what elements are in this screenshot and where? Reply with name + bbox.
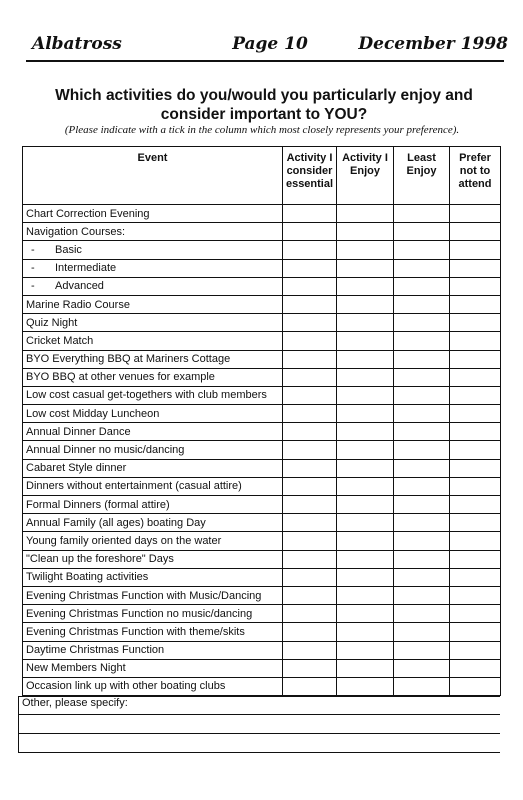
event-label: BYO BBQ at other venues for example [26,371,215,384]
survey-title-line-1: Which activities do you/would you particularly enjoy and [55,87,473,104]
event-cell [23,386,283,404]
tick-cell-prefer-not[interactable] [450,368,501,386]
tick-cell-prefer-not[interactable] [450,350,501,368]
tick-cell-enjoy[interactable] [337,314,394,332]
tick-cell-least-enjoy[interactable] [394,205,450,223]
tick-cell-prefer-not[interactable] [450,550,501,568]
table-row [23,441,501,459]
event-cell [23,295,283,313]
table-row [23,641,501,659]
table-row [23,568,501,586]
column-header-prefer-not: Prefer not to attend [450,147,501,205]
tick-cell-essential[interactable] [283,277,337,295]
tick-cell-prefer-not[interactable] [450,223,501,241]
tick-cell-essential[interactable] [283,677,337,695]
other-write-line[interactable] [18,752,500,753]
event-label: Evening Christmas Function with theme/skits [26,625,245,638]
event-label: Formal Dinners (formal attire) [26,498,170,511]
event-label: Basic [55,243,82,256]
event-label: Advanced [55,280,104,293]
tick-cell-prefer-not[interactable] [450,295,501,313]
tick-cell-least-enjoy[interactable] [394,423,450,441]
tick-cell-least-enjoy[interactable] [394,568,450,586]
event-cell [23,477,283,495]
tick-cell-enjoy[interactable] [337,223,394,241]
survey-title [30,86,498,124]
tick-cell-prefer-not[interactable] [450,386,501,404]
tick-cell-least-enjoy[interactable] [394,441,450,459]
tick-cell-least-enjoy[interactable] [394,405,450,423]
tick-cell-prefer-not[interactable] [450,659,501,677]
tick-cell-prefer-not[interactable] [450,623,501,641]
event-cell [23,241,283,259]
event-label: Marine Radio Course [26,298,130,311]
tick-cell-enjoy[interactable] [337,586,394,604]
tick-cell-least-enjoy[interactable] [394,496,450,514]
tick-cell-prefer-not[interactable] [450,259,501,277]
tick-cell-essential[interactable] [283,532,337,550]
event-label: Cabaret Style dinner [26,462,127,475]
event-label: Chart Correction Evening [26,207,150,220]
table-row [23,259,501,277]
tick-cell-prefer-not[interactable] [450,586,501,604]
tick-cell-prefer-not[interactable] [450,514,501,532]
event-cell [23,259,283,277]
event-label: Daytime Christmas Function [26,644,165,657]
event-label: Intermediate [55,262,117,275]
tick-cell-least-enjoy[interactable] [394,223,450,241]
header-rule [26,60,504,62]
table-header-row [23,147,501,205]
sub-item-dash: - [31,243,35,256]
event-label: Low cost casual get-togethers with club members [26,389,267,402]
tick-cell-essential[interactable] [283,659,337,677]
tick-cell-least-enjoy[interactable] [394,241,450,259]
event-cell [23,314,283,332]
tick-cell-essential[interactable] [283,405,337,423]
tick-cell-prefer-not[interactable] [450,277,501,295]
tick-cell-least-enjoy[interactable] [394,277,450,295]
tick-cell-least-enjoy[interactable] [394,459,450,477]
table-row [23,223,501,241]
table-row [23,623,501,641]
tick-cell-prefer-not[interactable] [450,441,501,459]
other-box-border [18,696,19,753]
event-label: Twilight Boating activities [26,571,149,584]
event-label: Navigation Courses: [26,225,126,238]
tick-cell-essential[interactable] [283,332,337,350]
table-row [23,423,501,441]
column-header-least-enjoy: Least Enjoy [394,147,450,205]
event-label: New Members Night [26,662,126,675]
tick-cell-enjoy[interactable] [337,677,394,695]
survey-instructions: (Please indicate with a tick in the column which most closely represents your preference). [64,124,460,136]
event-cell [23,586,283,604]
event-label: Annual Dinner Dance [26,425,131,438]
tick-cell-enjoy[interactable] [337,332,394,350]
page-header [32,34,508,58]
tick-cell-essential[interactable] [283,641,337,659]
tick-cell-prefer-not[interactable] [450,314,501,332]
event-cell [23,623,283,641]
tick-cell-enjoy[interactable] [337,259,394,277]
tick-cell-enjoy[interactable] [337,205,394,223]
table-row [23,605,501,623]
tick-cell-enjoy[interactable] [337,605,394,623]
event-label: Dinners without entertainment (casual attire) [26,480,242,493]
tick-cell-least-enjoy[interactable] [394,477,450,495]
table-row [23,205,501,223]
tick-cell-prefer-not[interactable] [450,677,501,695]
tick-cell-least-enjoy[interactable] [394,295,450,313]
tick-cell-essential[interactable] [283,605,337,623]
event-cell [23,223,283,241]
tick-cell-essential[interactable] [283,550,337,568]
tick-cell-enjoy[interactable] [337,477,394,495]
event-cell [23,677,283,695]
tick-cell-enjoy[interactable] [337,550,394,568]
tick-cell-enjoy[interactable] [337,405,394,423]
event-cell [23,405,283,423]
tick-cell-enjoy[interactable] [337,532,394,550]
event-label: Occasion link up with other boating clubs [26,680,226,693]
tick-cell-least-enjoy[interactable] [394,350,450,368]
table-row [23,332,501,350]
tick-cell-essential[interactable] [283,441,337,459]
tick-cell-essential[interactable] [283,623,337,641]
tick-cell-prefer-not[interactable] [450,641,501,659]
event-label: Evening Christmas Function no music/dancing [26,607,253,620]
tick-cell-least-enjoy[interactable] [394,514,450,532]
event-cell [23,277,283,295]
table-row [23,295,501,313]
tick-cell-enjoy[interactable] [337,386,394,404]
other-write-line[interactable] [18,714,500,715]
table-row [23,477,501,495]
tick-cell-prefer-not[interactable] [450,423,501,441]
tick-cell-enjoy[interactable] [337,277,394,295]
column-header-event: Event [23,147,283,205]
tick-cell-least-enjoy[interactable] [394,368,450,386]
event-label: BYO Everything BBQ at Mariners Cottage [26,353,231,366]
tick-cell-enjoy[interactable] [337,441,394,459]
tick-cell-enjoy[interactable] [337,368,394,386]
tick-cell-essential[interactable] [283,259,337,277]
sub-item-dash: - [31,262,35,275]
tick-cell-enjoy[interactable] [337,241,394,259]
event-cell [23,659,283,677]
tick-cell-least-enjoy[interactable] [394,532,450,550]
table-body [23,205,501,696]
tick-cell-enjoy[interactable] [337,641,394,659]
event-cell [23,350,283,368]
tick-cell-least-enjoy[interactable] [394,586,450,604]
other-specify-label: Other, please specify: [22,697,128,709]
table-row [23,514,501,532]
issue-date: December 1998 [358,34,508,54]
tick-cell-essential[interactable] [283,241,337,259]
tick-cell-prefer-not[interactable] [450,241,501,259]
tick-cell-least-enjoy[interactable] [394,314,450,332]
event-label: Evening Christmas Function with Music/Dancing [26,589,262,602]
event-cell [23,641,283,659]
tick-cell-least-enjoy[interactable] [394,659,450,677]
tick-cell-essential[interactable] [283,459,337,477]
tick-cell-essential[interactable] [283,386,337,404]
tick-cell-prefer-not[interactable] [450,568,501,586]
event-label: Young family oriented days on the water [26,534,222,547]
tick-cell-essential[interactable] [283,314,337,332]
page-number: Page 10 [232,34,308,54]
event-cell [23,459,283,477]
tick-cell-essential[interactable] [283,205,337,223]
tick-cell-essential[interactable] [283,350,337,368]
tick-cell-least-enjoy[interactable] [394,641,450,659]
column-header-essential: Activity I consider essential [283,147,337,205]
tick-cell-least-enjoy[interactable] [394,677,450,695]
table-row [23,241,501,259]
event-label: Quiz Night [26,316,78,329]
table-row [23,496,501,514]
table-row [23,405,501,423]
tick-cell-essential[interactable] [283,295,337,313]
tick-cell-essential[interactable] [283,223,337,241]
event-label: "Clean up the foreshore" Days [26,553,174,566]
tick-cell-prefer-not[interactable] [450,459,501,477]
other-write-line[interactable] [18,733,500,734]
tick-cell-least-enjoy[interactable] [394,623,450,641]
table-row [23,659,501,677]
newsletter-name: Albatross [32,34,122,54]
tick-cell-essential[interactable] [283,514,337,532]
tick-cell-enjoy[interactable] [337,459,394,477]
tick-cell-enjoy[interactable] [337,514,394,532]
event-label: Low cost Midday Luncheon [26,407,160,420]
table-row [23,532,501,550]
tick-cell-essential[interactable] [283,477,337,495]
table-row [23,368,501,386]
tick-cell-enjoy[interactable] [337,659,394,677]
event-cell [23,550,283,568]
table-row [23,350,501,368]
activity-survey-table [22,146,501,696]
event-cell [23,605,283,623]
table-row [23,314,501,332]
tick-cell-least-enjoy[interactable] [394,332,450,350]
tick-cell-prefer-not[interactable] [450,332,501,350]
table-row [23,277,501,295]
tick-cell-essential[interactable] [283,568,337,586]
column-header-enjoy: Activity I Enjoy [337,147,394,205]
event-cell [23,423,283,441]
table-row [23,586,501,604]
tick-cell-prefer-not[interactable] [450,477,501,495]
tick-cell-essential[interactable] [283,496,337,514]
tick-cell-prefer-not[interactable] [450,532,501,550]
event-cell [23,496,283,514]
tick-cell-enjoy[interactable] [337,295,394,313]
table-row [23,459,501,477]
event-cell [23,441,283,459]
tick-cell-essential[interactable] [283,586,337,604]
table-row [23,677,501,695]
tick-cell-enjoy[interactable] [337,568,394,586]
tick-cell-least-enjoy[interactable] [394,550,450,568]
tick-cell-prefer-not[interactable] [450,605,501,623]
event-cell [23,332,283,350]
tick-cell-prefer-not[interactable] [450,205,501,223]
event-cell [23,568,283,586]
tick-cell-least-enjoy[interactable] [394,386,450,404]
tick-cell-least-enjoy[interactable] [394,259,450,277]
tick-cell-prefer-not[interactable] [450,496,501,514]
event-label: Annual Dinner no music/dancing [26,444,185,457]
event-label: Annual Family (all ages) boating Day [26,516,206,529]
tick-cell-prefer-not[interactable] [450,405,501,423]
event-cell [23,368,283,386]
tick-cell-enjoy[interactable] [337,423,394,441]
tick-cell-enjoy[interactable] [337,623,394,641]
event-cell [23,514,283,532]
tick-cell-essential[interactable] [283,423,337,441]
event-cell [23,532,283,550]
tick-cell-enjoy[interactable] [337,350,394,368]
tick-cell-least-enjoy[interactable] [394,605,450,623]
sub-item-dash: - [31,280,35,293]
survey-title-line-2: consider important to YOU? [160,106,368,123]
event-label: Cricket Match [26,334,94,347]
table-row [23,550,501,568]
table-row [23,386,501,404]
tick-cell-enjoy[interactable] [337,496,394,514]
tick-cell-essential[interactable] [283,368,337,386]
event-cell [23,205,283,223]
